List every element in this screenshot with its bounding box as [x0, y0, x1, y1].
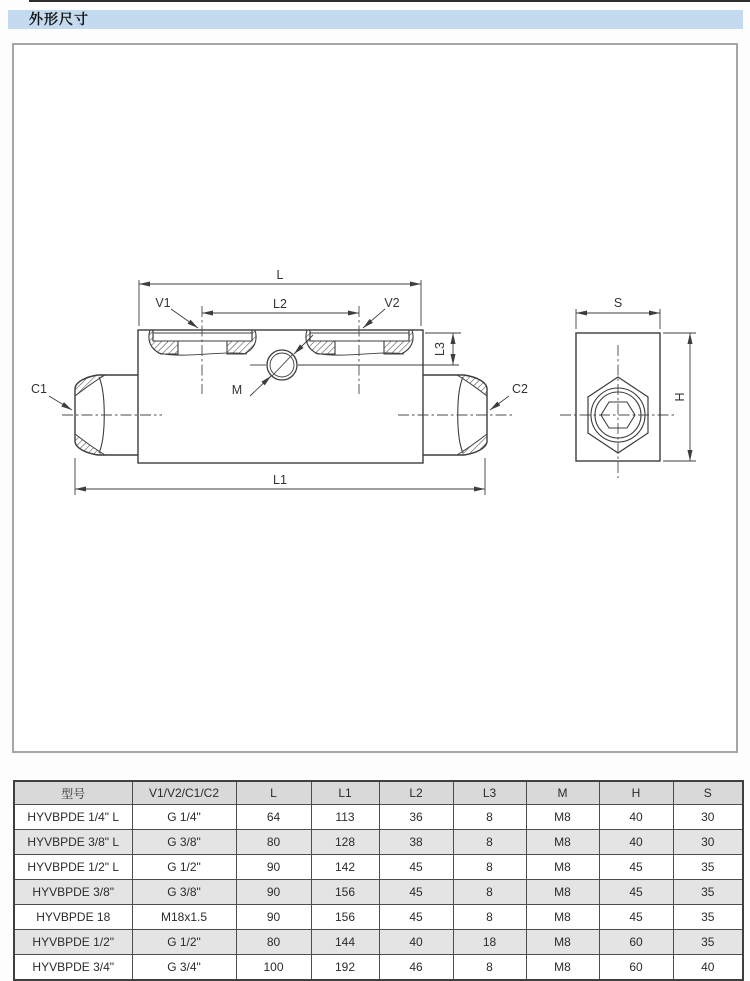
- table-cell: HYVBPDE 1/4" L: [14, 805, 132, 830]
- table-cell: 30: [673, 805, 743, 830]
- dim-label-L1: L1: [273, 473, 287, 487]
- table-cell: 156: [311, 905, 379, 930]
- dimensions-table: [13, 780, 744, 981]
- table-cell: 8: [453, 830, 526, 855]
- table-cell: M8: [526, 955, 599, 981]
- table-cell: 40: [379, 930, 453, 955]
- table-cell: 128: [311, 830, 379, 855]
- table-cell: 40: [599, 805, 673, 830]
- table-cell: 38: [379, 830, 453, 855]
- dim-label-L2: L2: [273, 297, 287, 311]
- section-title: 外形尺寸: [29, 11, 89, 27]
- table-cell: 8: [453, 855, 526, 880]
- table-row: [14, 930, 743, 955]
- table-cell: 100: [236, 955, 311, 981]
- table-cell: 46: [379, 955, 453, 981]
- table-cell: 45: [599, 905, 673, 930]
- table-cell: 60: [599, 955, 673, 981]
- table-cell: HYVBPDE 18: [14, 905, 132, 930]
- table-cell: HYVBPDE 3/8": [14, 880, 132, 905]
- centerlines: [62, 306, 676, 478]
- dim-label-S: S: [613, 296, 623, 310]
- table-cell: M8: [526, 805, 599, 830]
- dim-label-V1: V1: [155, 296, 171, 310]
- table-header-cell: L3: [453, 781, 526, 805]
- mounting-hole-m: [250, 335, 459, 396]
- dim-label-C2: C2: [512, 382, 528, 396]
- table-cell: 90: [236, 880, 311, 905]
- table-cell: 156: [311, 880, 379, 905]
- table-cell: 35: [673, 905, 743, 930]
- table-cell: HYVBPDE 3/4": [14, 955, 132, 981]
- table-cell: 35: [673, 880, 743, 905]
- table-cell: HYVBPDE 1/2" L: [14, 855, 132, 880]
- table-cell: 80: [236, 930, 311, 955]
- table-header-cell: V1/V2/C1/C2: [132, 781, 236, 805]
- table-header-cell: L1: [311, 781, 379, 805]
- table-cell: 36: [379, 805, 453, 830]
- table-cell: 8: [453, 955, 526, 981]
- table-cell: 40: [599, 830, 673, 855]
- dim-label-L: L: [276, 268, 284, 282]
- table-row: [14, 855, 743, 880]
- table-cell: G 1/2": [132, 930, 236, 955]
- table-header-cell: 型号: [14, 781, 132, 805]
- table-cell: G 1/2": [132, 855, 236, 880]
- table-cell: 30: [673, 830, 743, 855]
- table-row: [14, 905, 743, 930]
- table-cell: G 3/4": [132, 955, 236, 981]
- table-cell: M8: [526, 905, 599, 930]
- table-cell: 18: [453, 930, 526, 955]
- dim-label-L3: L3: [433, 342, 447, 356]
- table-cell: 40: [673, 955, 743, 981]
- dim-label-V2: V2: [384, 296, 400, 310]
- table-cell: 60: [599, 930, 673, 955]
- table-cell: G 3/8": [132, 880, 236, 905]
- table-cell: 45: [599, 855, 673, 880]
- table-cell: 45: [379, 905, 453, 930]
- valve-port-v2: [306, 330, 413, 355]
- table-cell: M8: [526, 830, 599, 855]
- table-cell: 8: [453, 905, 526, 930]
- table-cell: 90: [236, 905, 311, 930]
- side-view: [576, 309, 696, 461]
- table-row: [14, 830, 743, 855]
- table-cell: 45: [379, 880, 453, 905]
- table-cell: 80: [236, 830, 311, 855]
- table-header-cell: L2: [379, 781, 453, 805]
- table-cell: 35: [673, 855, 743, 880]
- table-cell: 90: [236, 855, 311, 880]
- table-cell: 144: [311, 930, 379, 955]
- table-header-row: [14, 781, 743, 805]
- table-row: [14, 955, 743, 981]
- table-cell: 8: [453, 805, 526, 830]
- table-header-cell: S: [673, 781, 743, 805]
- table-cell: 45: [599, 880, 673, 905]
- table-header-cell: H: [599, 781, 673, 805]
- table-cell: G 3/8": [132, 830, 236, 855]
- table-header-cell: L: [236, 781, 311, 805]
- table-cell: 113: [311, 805, 379, 830]
- table-cell: HYVBPDE 3/8" L: [14, 830, 132, 855]
- table-cell: 192: [311, 955, 379, 981]
- table-cell: M18x1.5: [132, 905, 236, 930]
- dim-label-H: H: [673, 392, 687, 402]
- table-cell: M8: [526, 930, 599, 955]
- table-cell: M8: [526, 880, 599, 905]
- table-cell: 8: [453, 880, 526, 905]
- table-row: [14, 880, 743, 905]
- valve-port-v1: [149, 330, 256, 355]
- table-cell: G 1/4": [132, 805, 236, 830]
- table-cell: HYVBPDE 1/2": [14, 930, 132, 955]
- table-cell: M8: [526, 855, 599, 880]
- table-cell: 64: [236, 805, 311, 830]
- table-cell: 35: [673, 930, 743, 955]
- table-cell: 142: [311, 855, 379, 880]
- table-header-cell: M: [526, 781, 599, 805]
- dim-label-M: M: [231, 383, 243, 397]
- dim-label-C1: C1: [31, 382, 47, 396]
- table-cell: 45: [379, 855, 453, 880]
- table-row: [14, 805, 743, 830]
